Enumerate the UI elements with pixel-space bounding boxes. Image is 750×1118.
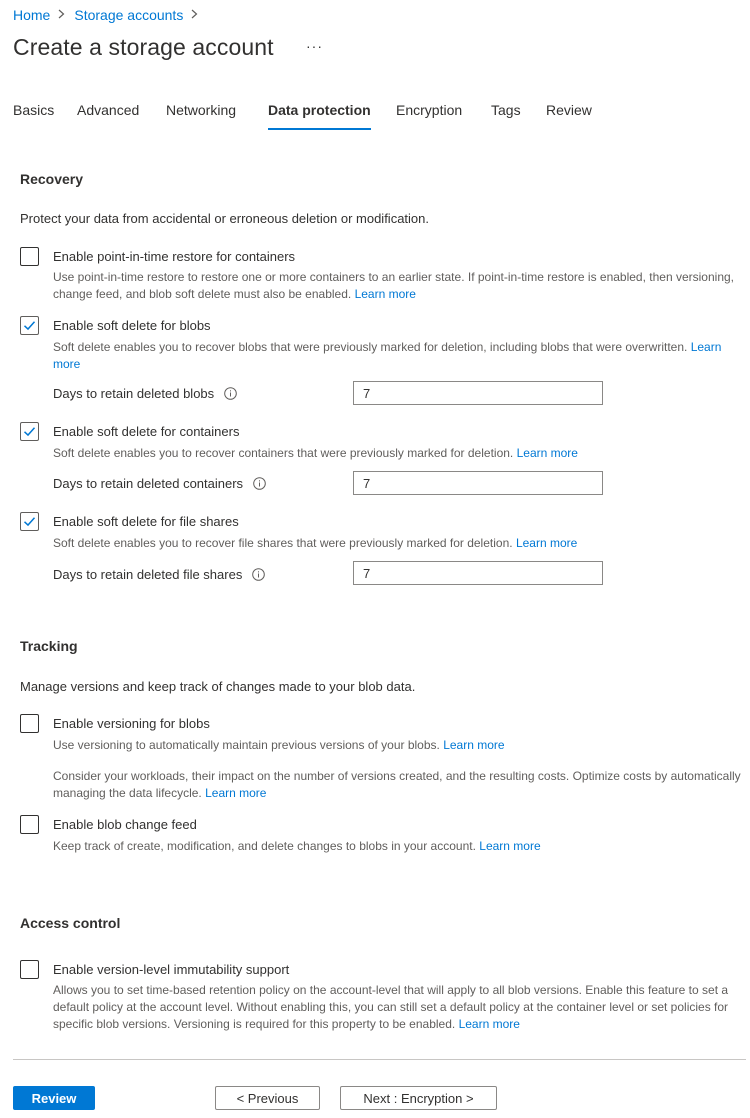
versioning-learn-more-link[interactable]: Learn more — [443, 738, 505, 752]
soft-delete-file-shares-label: Enable soft delete for file shares — [53, 514, 239, 529]
previous-button[interactable]: < Previous — [215, 1086, 320, 1110]
soft-delete-file-shares-help-body: Soft delete enables you to recover file shares that were previously marked for deletion. — [53, 536, 513, 550]
info-icon[interactable] — [253, 477, 266, 490]
tab-encryption[interactable]: Encryption — [396, 102, 463, 118]
info-icon[interactable] — [252, 568, 265, 581]
soft-delete-blobs-label: Enable soft delete for blobs — [53, 318, 211, 333]
change-feed-label: Enable blob change feed — [53, 817, 197, 832]
soft-delete-containers-learn-more-link[interactable]: Learn more — [516, 446, 578, 460]
breadcrumb — [13, 6, 207, 24]
pitr-checkbox[interactable] — [20, 247, 39, 266]
soft-delete-blobs-learn-more-link[interactable]: Learn more — [53, 340, 722, 371]
days-retain-blobs-input[interactable] — [353, 381, 603, 405]
recovery-section-title: Recovery — [20, 171, 84, 187]
pitr-help-body: Use point-in-time restore to restore one or more containers to an earlier state. If point-in-time restore is enabled, then versioning, change feed, and blob soft delete must also be enabled. — [53, 270, 734, 301]
days-retain-file-shares-input[interactable] — [353, 561, 603, 585]
soft-delete-file-shares-learn-more-link[interactable]: Learn more — [515, 536, 578, 550]
versioning-help-text — [53, 737, 743, 754]
tracking-section-description: Manage versions and keep track of changes made to your blob data. — [20, 679, 416, 694]
days-retain-file-shares-label — [53, 567, 265, 582]
chevron-right-icon — [58, 8, 65, 22]
versioning-help-body: Use versioning to automatically maintain previous versions of your blobs. — [53, 738, 440, 752]
tracking-section-title: Tracking — [20, 638, 78, 654]
soft-delete-blobs-help-text — [53, 339, 743, 373]
recovery-section-description: Protect your data from accidental or erroneous deletion or modification. — [20, 211, 429, 226]
soft-delete-containers-label: Enable soft delete for containers — [53, 424, 240, 439]
breadcrumb-home-link[interactable]: Home — [13, 7, 51, 23]
access-control-section-title: Access control — [20, 915, 121, 931]
immutability-learn-more-link[interactable]: Learn more — [458, 1017, 520, 1031]
next-encryption-button[interactable]: Next : Encryption > — [340, 1086, 497, 1110]
soft-delete-containers-help-text — [53, 445, 743, 462]
days-retain-blobs-text: Days to retain deleted blobs — [53, 386, 215, 401]
checkmark-icon — [23, 319, 36, 332]
change-feed-help-body: Keep track of create, modification, and delete changes to blobs in your account. — [53, 839, 476, 853]
tab-review[interactable]: Review — [546, 102, 592, 118]
days-retain-containers-input[interactable] — [353, 471, 603, 495]
pitr-learn-more-link[interactable]: Learn more — [354, 287, 416, 301]
pitr-help-text — [53, 269, 743, 303]
info-icon[interactable] — [224, 387, 237, 400]
immutability-checkbox[interactable] — [20, 960, 39, 979]
more-options-button[interactable]: ··· — [306, 38, 323, 54]
tab-advanced[interactable]: Advanced — [77, 102, 140, 118]
footer-divider — [13, 1059, 746, 1060]
versioning-label: Enable versioning for blobs — [53, 716, 210, 731]
soft-delete-file-shares-help-text — [53, 535, 743, 552]
soft-delete-containers-checkbox[interactable] — [20, 422, 39, 441]
versioning-cost-note — [53, 768, 743, 802]
soft-delete-blobs-checkbox[interactable] — [20, 316, 39, 335]
immutability-help-body: Allows you to set time-based retention policy on the account-level that will apply to all blob versions. Enable this feature to set a default policy at the account level. Without enabling this, you can still set a default policy at the container level or set policies for specific blob versions. Versioning is required for this property to be enabled. — [53, 983, 729, 1031]
soft-delete-file-shares-checkbox[interactable] — [20, 512, 39, 531]
page-title: Create a storage account — [13, 34, 274, 60]
review-button[interactable]: Review — [13, 1086, 95, 1110]
tab-data-protection[interactable]: Data protection — [268, 102, 371, 130]
breadcrumb-storage-accounts-link[interactable]: Storage accounts — [74, 7, 184, 23]
days-retain-file-shares-text: Days to retain deleted file shares — [53, 567, 243, 582]
days-retain-containers-label — [53, 476, 266, 491]
versioning-checkbox[interactable] — [20, 714, 39, 733]
checkmark-icon — [23, 425, 36, 438]
change-feed-checkbox[interactable] — [20, 815, 39, 834]
tab-tags[interactable]: Tags — [491, 102, 521, 118]
pitr-label: Enable point-in-time restore for containers — [53, 249, 296, 264]
versioning-note-learn-more-link[interactable]: Learn more — [205, 786, 267, 800]
immutability-label: Enable version-level immutability support — [53, 962, 290, 977]
change-feed-learn-more-link[interactable]: Learn more — [479, 839, 541, 853]
change-feed-help-text — [53, 838, 743, 855]
checkmark-icon — [23, 515, 36, 528]
days-retain-blobs-label — [53, 386, 237, 401]
days-retain-containers-text: Days to retain deleted containers — [53, 476, 244, 491]
immutability-help-text — [53, 982, 743, 1033]
versioning-cost-note-body: Consider your workloads, their impact on the number of versions created, and the resulting costs. Optimize costs by automatically managing the data lifecycle. — [53, 769, 741, 800]
tab-basics[interactable]: Basics — [13, 102, 55, 118]
soft-delete-blobs-help-body: Soft delete enables you to recover blobs that were previously marked for deletion, including blobs that were overwritten. — [53, 340, 688, 354]
tab-networking[interactable]: Networking — [166, 102, 237, 118]
soft-delete-containers-help-body: Soft delete enables you to recover containers that were previously marked for deletion. — [53, 446, 514, 460]
chevron-right-icon — [191, 8, 198, 22]
